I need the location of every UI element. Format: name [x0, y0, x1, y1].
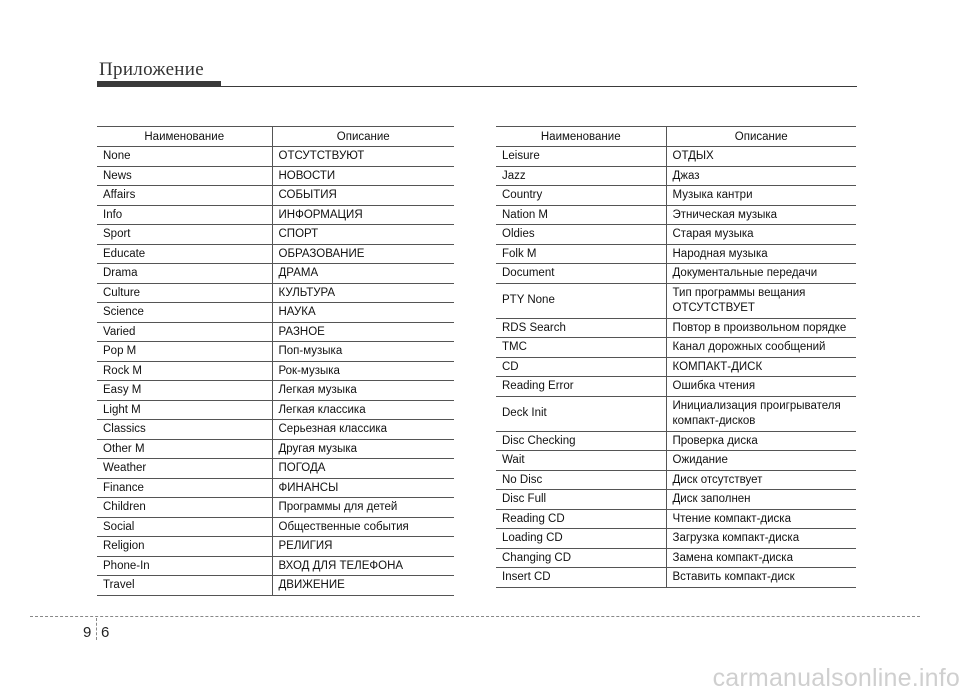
table-row	[496, 147, 856, 167]
table-row	[97, 400, 454, 420]
cell-description: ОТСУТСТВУЮТ	[272, 147, 454, 167]
table-row	[97, 225, 454, 245]
table-row	[97, 498, 454, 518]
table-row	[496, 451, 856, 471]
cell-name: Finance	[97, 478, 272, 498]
cell-name: News	[97, 166, 272, 186]
cell-description: ПОГОДА	[272, 459, 454, 479]
cell-name: Religion	[97, 537, 272, 557]
table-row	[496, 529, 856, 549]
header-rule	[97, 86, 857, 87]
cell-name: Phone-In	[97, 556, 272, 576]
cell-description: НАУКА	[272, 303, 454, 323]
cell-description: СПОРТ	[272, 225, 454, 245]
cell-description: Проверка диска	[666, 431, 856, 451]
cell-name: No Disc	[496, 470, 666, 490]
page-section-title: Приложение	[99, 59, 204, 80]
table-row	[97, 205, 454, 225]
table-row	[97, 166, 454, 186]
cell-name: Changing CD	[496, 548, 666, 568]
cell-name: TMC	[496, 338, 666, 358]
cell-name: Country	[496, 186, 666, 206]
cell-description: Программы для детей	[272, 498, 454, 518]
cell-name: Jazz	[496, 166, 666, 186]
cell-description: Повтор в произвольном порядке	[666, 318, 856, 338]
cell-description: Серьезная классика	[272, 420, 454, 440]
cell-name: Drama	[97, 264, 272, 284]
cell-name: Culture	[97, 283, 272, 303]
table-row	[97, 283, 454, 303]
table-row	[97, 439, 454, 459]
cell-description: Этническая музыка	[666, 205, 856, 225]
table-row	[97, 576, 454, 596]
cell-description: Ошибка чтения	[666, 377, 856, 397]
cell-description: Легкая музыка	[272, 381, 454, 401]
cell-name: Disc Full	[496, 490, 666, 510]
cell-name: Wait	[496, 451, 666, 471]
cell-description: ДРАМА	[272, 264, 454, 284]
table-row	[496, 377, 856, 397]
table-row	[496, 283, 856, 318]
cell-description: Общественные события	[272, 517, 454, 537]
table-row	[97, 556, 454, 576]
cell-description: Джаз	[666, 166, 856, 186]
cell-description: Диск заполнен	[666, 490, 856, 510]
cell-description: Рок-музыка	[272, 361, 454, 381]
cell-name: Rock M	[97, 361, 272, 381]
cell-name: Varied	[97, 322, 272, 342]
left-reference-table	[97, 126, 454, 596]
cell-description: Тип программы вещания ОТСУТСТВУЕТ	[666, 283, 856, 318]
cell-name: Other M	[97, 439, 272, 459]
table-row	[496, 244, 856, 264]
cell-description: Вставить компакт-диск	[666, 568, 856, 588]
table-row	[97, 342, 454, 362]
column-header-name: Наименование	[97, 127, 272, 147]
cell-name: Reading CD	[496, 509, 666, 529]
column-header-name: Наименование	[496, 127, 666, 147]
cell-description: ДВИЖЕНИЕ	[272, 576, 454, 596]
cell-description: ФИНАНСЫ	[272, 478, 454, 498]
cell-name: Reading Error	[496, 377, 666, 397]
cell-description: Народная музыка	[666, 244, 856, 264]
cell-name: Leisure	[496, 147, 666, 167]
column-header-description: Описание	[272, 127, 454, 147]
cell-description: Легкая классика	[272, 400, 454, 420]
table-row	[496, 470, 856, 490]
cell-name: Oldies	[496, 225, 666, 245]
table-row	[496, 568, 856, 588]
cell-name: Document	[496, 264, 666, 284]
table-row	[97, 361, 454, 381]
cell-name: Social	[97, 517, 272, 537]
table-row	[97, 264, 454, 284]
table-row	[496, 509, 856, 529]
table-row	[496, 338, 856, 358]
cell-name: Pop M	[97, 342, 272, 362]
cell-description: ОТДЫХ	[666, 147, 856, 167]
cell-description: Замена компакт-диска	[666, 548, 856, 568]
table-row	[496, 205, 856, 225]
cell-description: Ожидание	[666, 451, 856, 471]
cell-name: CD	[496, 357, 666, 377]
cell-description: Чтение компакт-диска	[666, 509, 856, 529]
cell-name: Easy M	[97, 381, 272, 401]
table-row	[97, 244, 454, 264]
table-row	[496, 264, 856, 284]
table-header-row	[496, 127, 856, 147]
cell-name: PTY None	[496, 283, 666, 318]
cell-description: РЕЛИГИЯ	[272, 537, 454, 557]
cell-description: КОМПАКТ-ДИСК	[666, 357, 856, 377]
table-row	[496, 225, 856, 245]
cell-description: РАЗНОЕ	[272, 322, 454, 342]
table-row	[97, 517, 454, 537]
site-watermark: carmanualsonline.info	[712, 664, 960, 692]
page-number: 6	[101, 624, 110, 641]
table-row	[496, 186, 856, 206]
cell-name: Insert CD	[496, 568, 666, 588]
cell-description: ВХОД ДЛЯ ТЕЛЕФОНА	[272, 556, 454, 576]
cell-description: КУЛЬТУРА	[272, 283, 454, 303]
table-header-row	[97, 127, 454, 147]
table-row	[496, 490, 856, 510]
cell-description: Другая музыка	[272, 439, 454, 459]
cell-name: Weather	[97, 459, 272, 479]
cell-name: Sport	[97, 225, 272, 245]
right-reference-table	[496, 126, 856, 588]
cell-description: Загрузка компакт-диска	[666, 529, 856, 549]
cell-name: Light M	[97, 400, 272, 420]
table-row	[496, 548, 856, 568]
chapter-number: 9	[83, 624, 92, 641]
cell-description: Музыка кантри	[666, 186, 856, 206]
cell-description: Старая музыка	[666, 225, 856, 245]
table-row	[97, 381, 454, 401]
cell-name: None	[97, 147, 272, 167]
cell-name: Deck Init	[496, 396, 666, 431]
cell-name: Science	[97, 303, 272, 323]
cell-name: Disc Checking	[496, 431, 666, 451]
cell-description: НОВОСТИ	[272, 166, 454, 186]
cell-name: RDS Search	[496, 318, 666, 338]
cell-name: Nation M	[496, 205, 666, 225]
cell-name: Info	[97, 205, 272, 225]
cell-description: ИНФОРМАЦИЯ	[272, 205, 454, 225]
footer-divider-tick	[96, 618, 97, 640]
right-table-body	[496, 147, 856, 588]
table-row	[496, 431, 856, 451]
table-row	[97, 537, 454, 557]
footer-dashed-rule	[30, 616, 920, 617]
table-row	[496, 166, 856, 186]
cell-description: Инициализация проигрывателя компакт-дисков	[666, 396, 856, 431]
cell-description: Диск отсутствует	[666, 470, 856, 490]
cell-name: Children	[97, 498, 272, 518]
column-header-description: Описание	[666, 127, 856, 147]
left-table-body	[97, 147, 454, 596]
table-row	[496, 357, 856, 377]
table-row	[97, 420, 454, 440]
cell-description: Канал дорожных сообщений	[666, 338, 856, 358]
cell-name: Classics	[97, 420, 272, 440]
cell-description: Документальные передачи	[666, 264, 856, 284]
table-row	[97, 186, 454, 206]
cell-description: ОБРАЗОВАНИЕ	[272, 244, 454, 264]
table-row	[97, 459, 454, 479]
table-row	[496, 318, 856, 338]
cell-description: СОБЫТИЯ	[272, 186, 454, 206]
cell-name: Travel	[97, 576, 272, 596]
table-row	[97, 147, 454, 167]
cell-description: Поп-музыка	[272, 342, 454, 362]
cell-name: Affairs	[97, 186, 272, 206]
table-row	[97, 322, 454, 342]
table-row	[97, 478, 454, 498]
cell-name: Folk M	[496, 244, 666, 264]
table-row	[97, 303, 454, 323]
cell-name: Loading CD	[496, 529, 666, 549]
table-row	[496, 396, 856, 431]
cell-name: Educate	[97, 244, 272, 264]
